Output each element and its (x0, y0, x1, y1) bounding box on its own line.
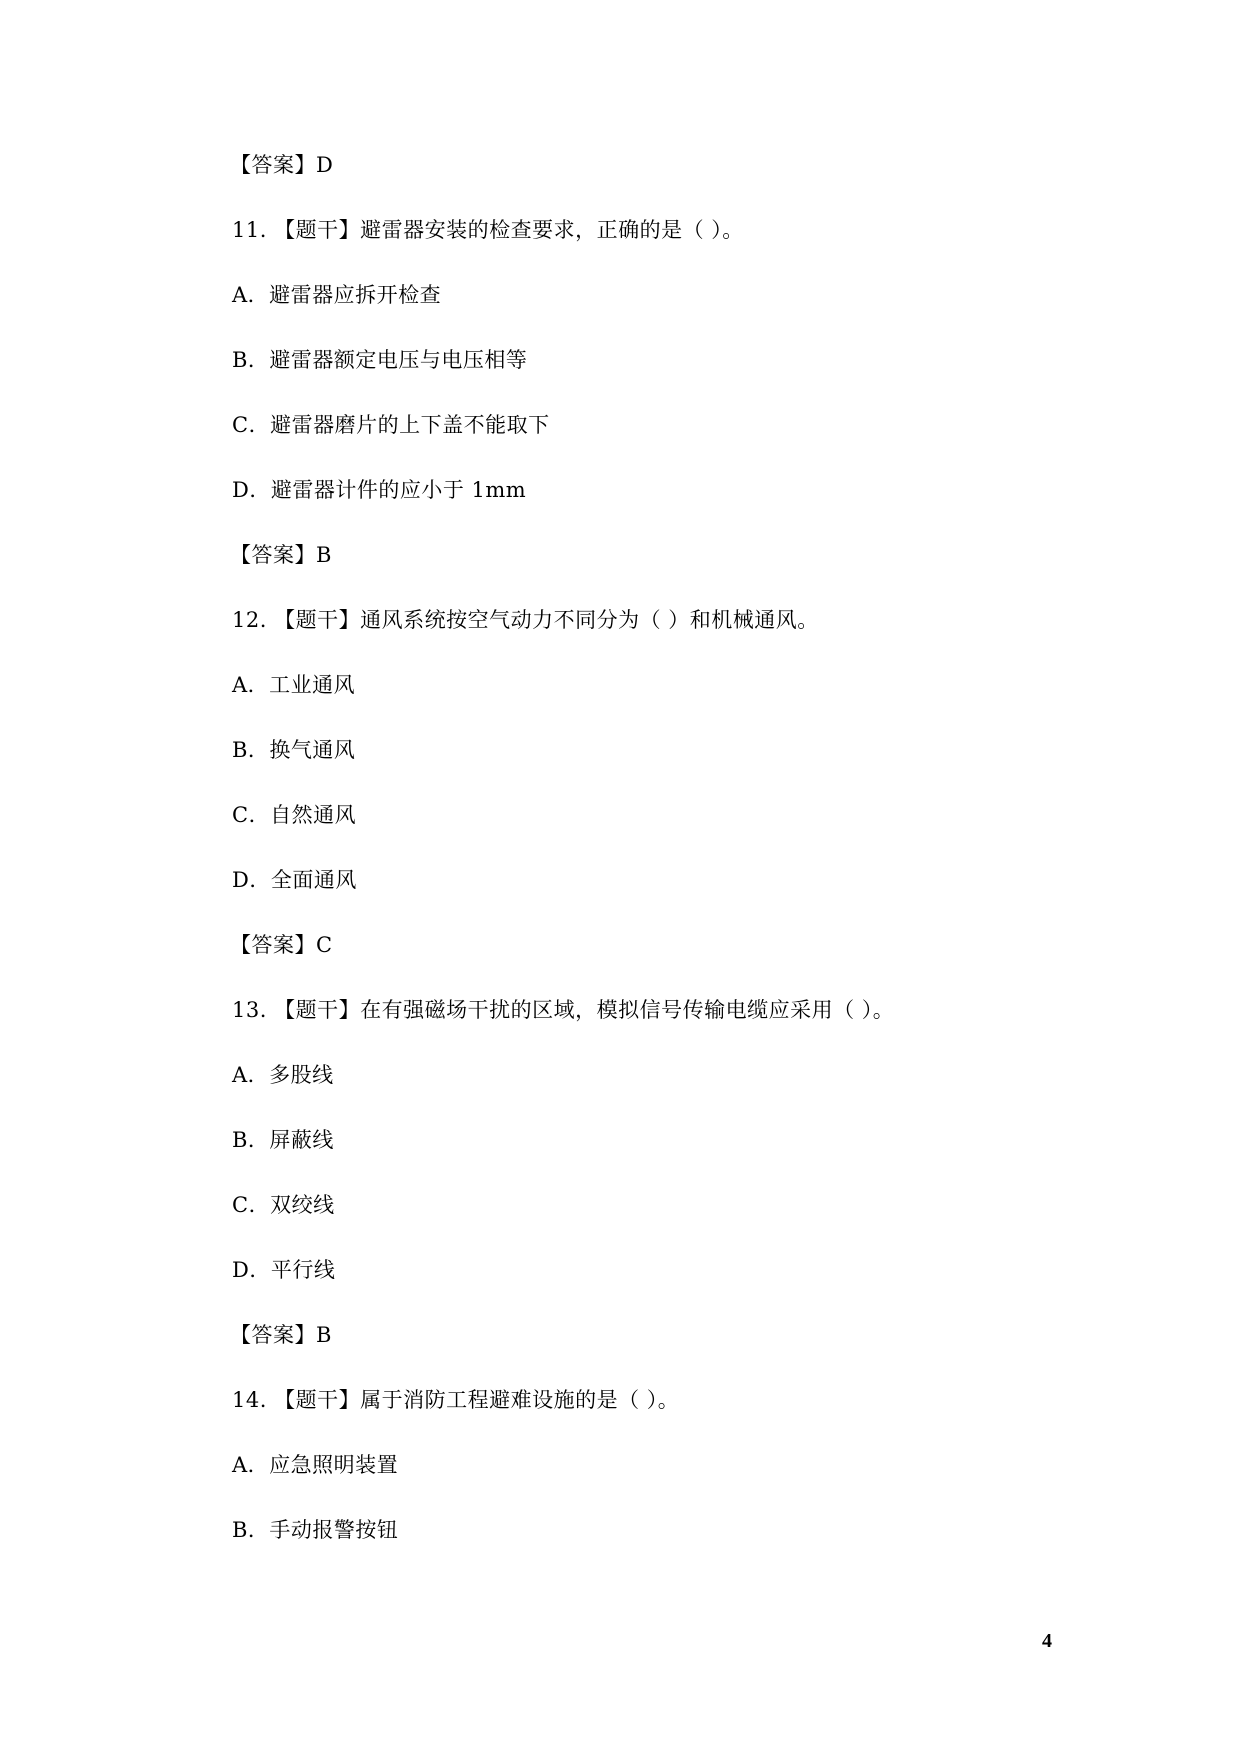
option-d: D．避雷器计件的应小于 1mm (232, 478, 527, 502)
option-d: D．平行线 (232, 1258, 336, 1282)
answer-line: 【答案】B (230, 543, 332, 567)
option-b: B．换气通风 (232, 738, 356, 762)
question-stem: 11. 【题干】避雷器安装的检查要求，正确的是（ ）。 (232, 218, 744, 242)
page-number: 4 (1042, 1630, 1052, 1652)
question-stem: 14. 【题干】属于消防工程避难设施的是（ ）。 (232, 1388, 680, 1412)
option-c: C．自然通风 (232, 803, 357, 827)
option-b: B．屏蔽线 (232, 1128, 334, 1152)
option-d: D．全面通风 (232, 868, 357, 892)
option-a: A．多股线 (232, 1063, 334, 1087)
option-b: B．手动报警按钮 (232, 1518, 399, 1542)
answer-line: 【答案】B (230, 1323, 332, 1347)
option-b: B．避雷器额定电压与电压相等 (232, 348, 528, 372)
question-stem: 13. 【题干】在有强磁场干扰的区域，模拟信号传输电缆应采用（ ）。 (232, 998, 895, 1022)
option-a: A．应急照明装置 (232, 1453, 399, 1477)
question-stem: 12. 【题干】通风系统按空气动力不同分为（ ）和机械通风。 (232, 608, 819, 632)
option-a: A．避雷器应拆开检查 (232, 283, 442, 307)
option-a: A．工业通风 (232, 673, 356, 697)
answer-line: 【答案】D (230, 153, 334, 177)
option-c: C．双绞线 (232, 1193, 335, 1217)
option-c: C．避雷器磨片的上下盖不能取下 (232, 413, 550, 437)
answer-line: 【答案】C (230, 933, 333, 957)
